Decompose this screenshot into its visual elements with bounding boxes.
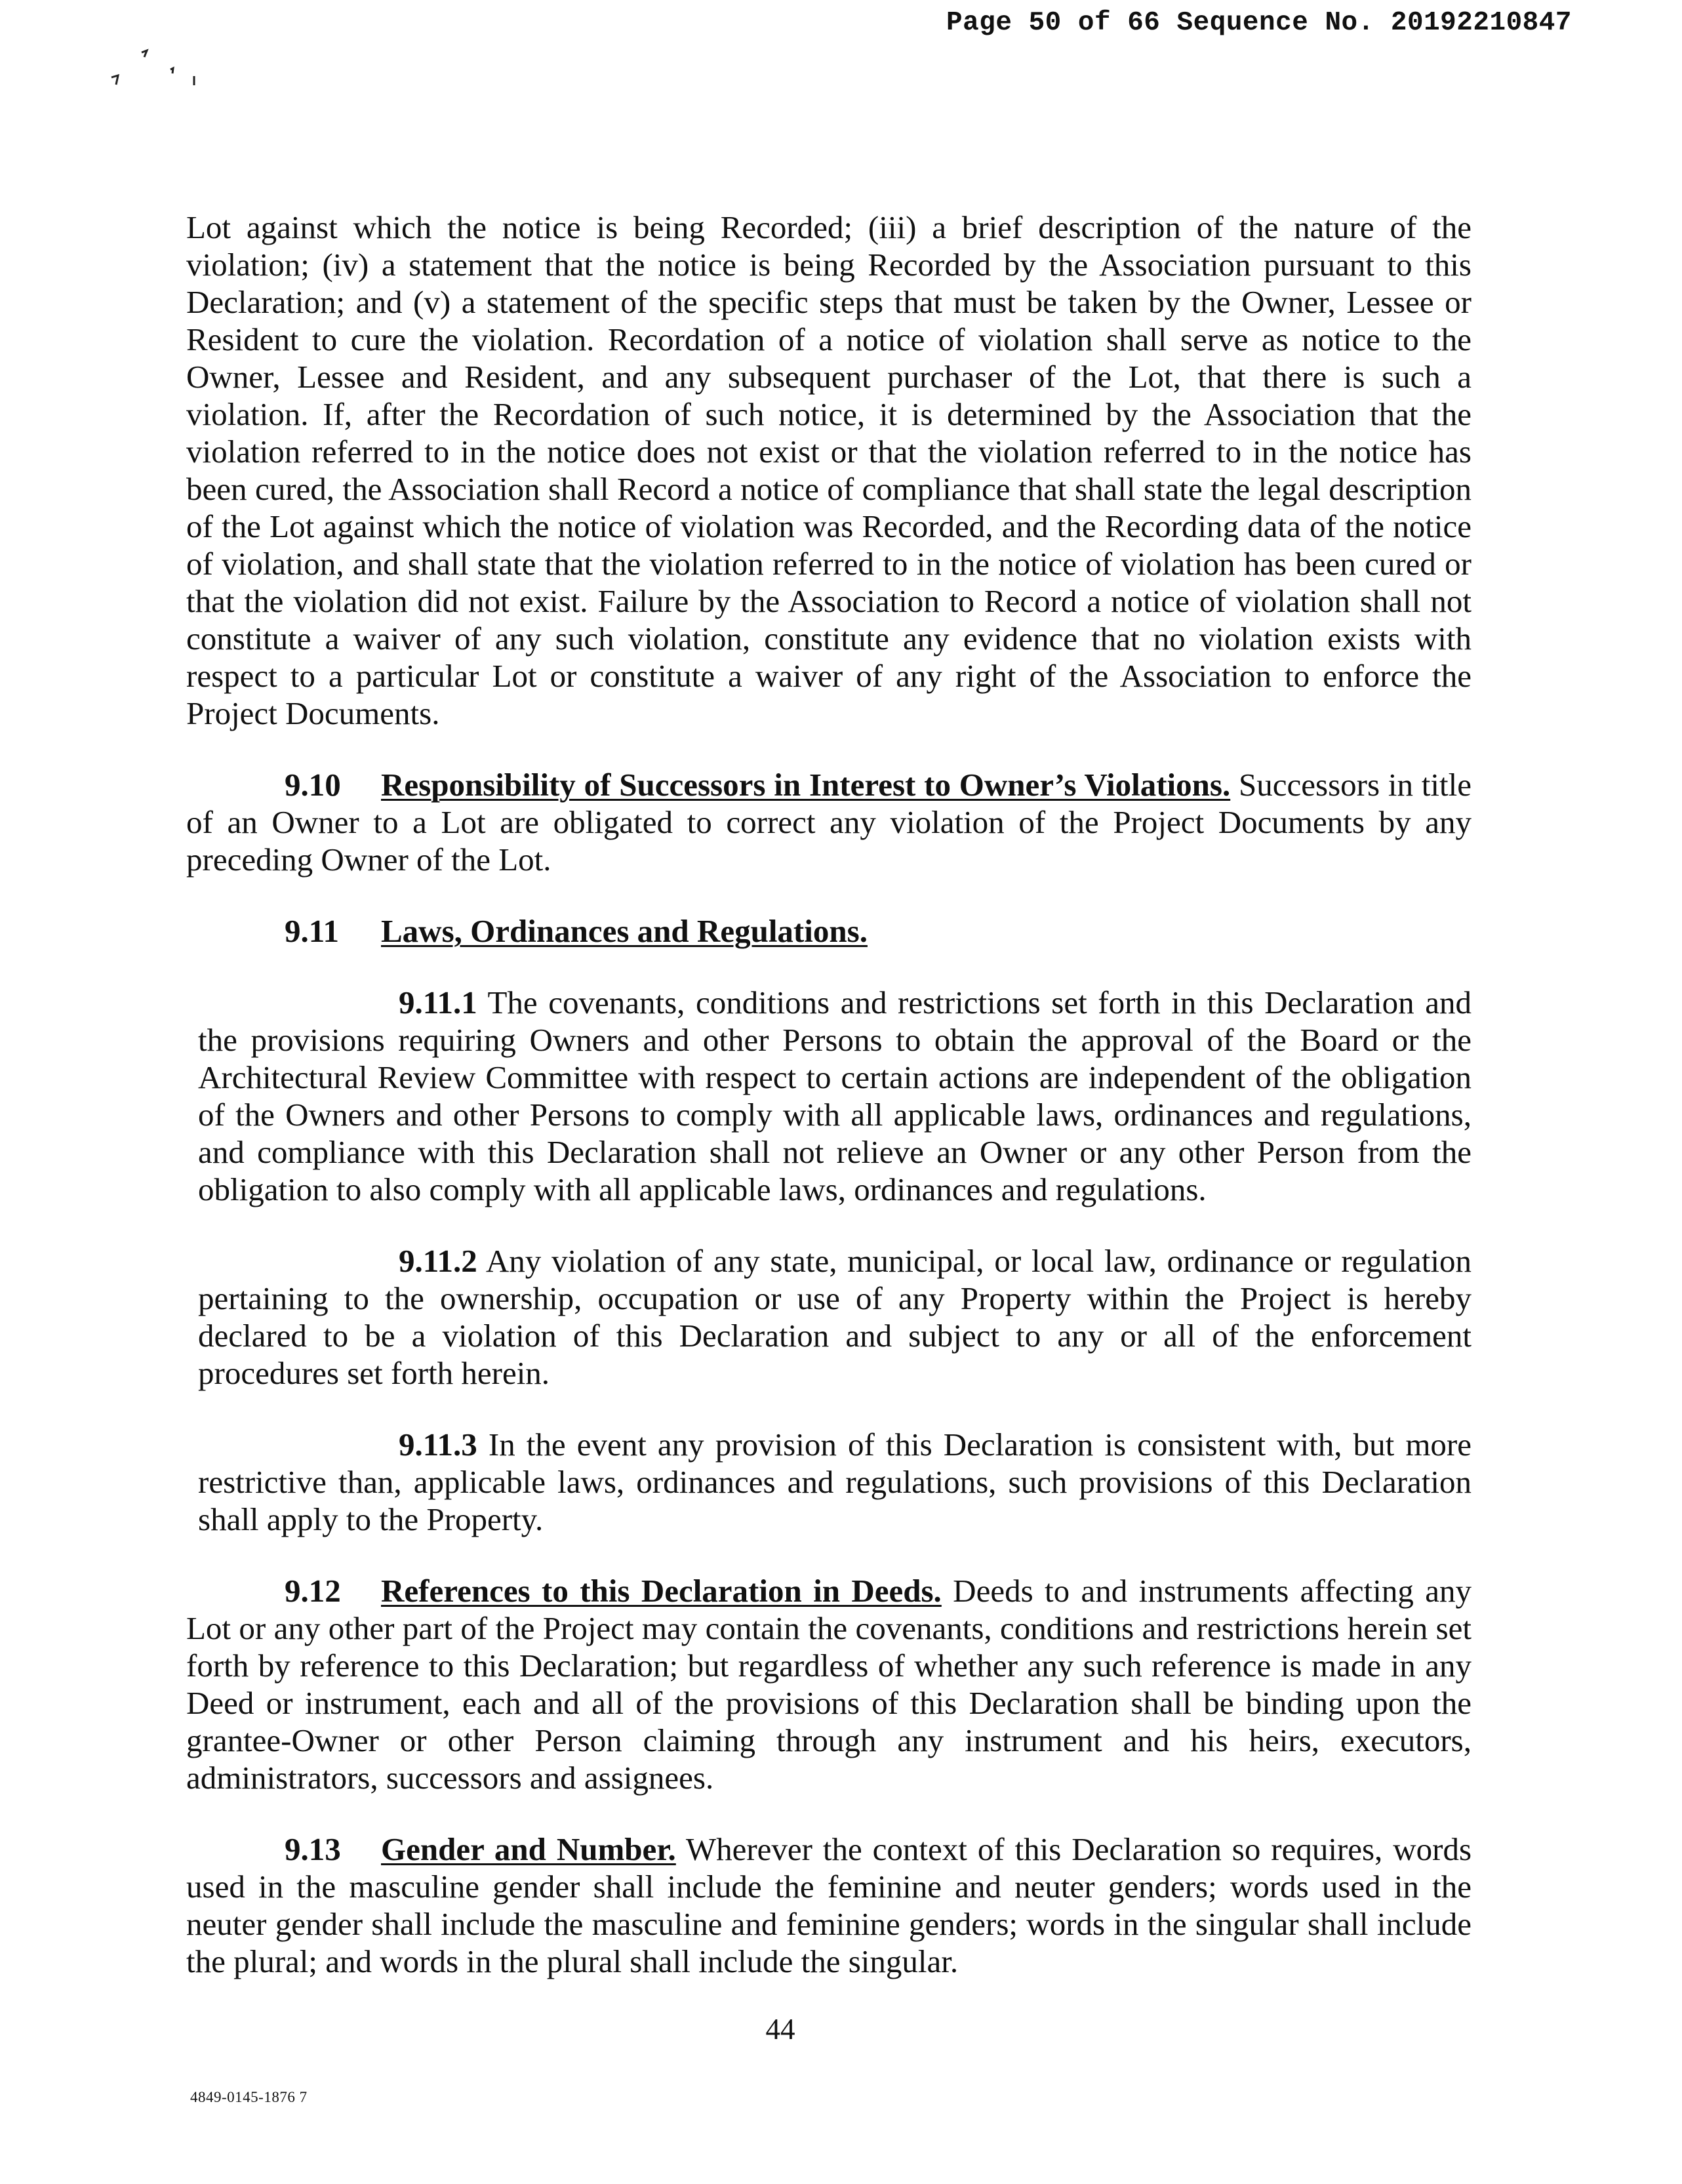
subsection-text: The covenants, conditions and restrictions set forth in this Declaration and the provisions requiring Owners and other Persons to obtain the approval of the Board or the Architectural Review Committee with respect to certain actions are independent of the obligation of the Owners and other Persons to comply with all applicable laws, ordinances and regulations, and compliance with this Declaration shall not relieve an Owner or any other Person from the obligation to also comply with all applicable laws, ordinances and regulations.: [198, 984, 1472, 1207]
section-title: Laws, Ordinances and Regulations.: [381, 913, 868, 949]
section-text: Deeds to and instruments affecting any Lot or any other part of the Project may contain the covenants, conditions and restrictions herein set forth by reference to this Declaration; but regardless of whether any such reference is made in any Deed or instrument, each and all of the provisions of this Declaration shall be binding upon the grantee-Owner or other Person claiming through any instrument and his heirs, executors, administrators, successors and assignees.: [186, 1573, 1472, 1796]
section-9-12: [186, 1572, 1472, 1796]
subsection-9-11-2: [186, 1242, 1472, 1392]
section-text: Successors in title of an Owner to a Lot are obligated to correct any violation of the Project Documents by any preceding Owner of the Lot.: [186, 767, 1472, 878]
section-title: References to this Declaration in Deeds.: [381, 1573, 942, 1609]
document-id: 4849-0145-1876 7: [190, 2089, 308, 2105]
subsection-text: In the event any provision of this Declaration is consistent with, but more restrictive than, applicable laws, ordinances and regulations, such provisions of this Declaration shall apply to the Property.: [198, 1426, 1472, 1537]
scan-marks: [110, 45, 215, 97]
subsection-9-11-3: [186, 1426, 1472, 1538]
scan-mark-3: [170, 68, 173, 73]
document-body: [186, 209, 1472, 1980]
section-title: Responsibility of Successors in Interest to Owner’s Violations.: [381, 767, 1231, 803]
section-9-11: [186, 912, 1472, 950]
scan-mark-1: [142, 51, 147, 57]
page-number: 44: [765, 2013, 795, 2046]
section-number: 9.11: [285, 913, 340, 949]
section-9-10: [186, 766, 1472, 878]
subsection-9-11-1: [186, 984, 1472, 1208]
scan-mark-2: [111, 75, 118, 85]
subsection-number: 9.11.3: [399, 1426, 477, 1463]
subsection-number: 9.11.2: [399, 1243, 477, 1279]
section-9-13: [186, 1830, 1472, 1980]
page-sequence-stamp: Page 50 of 66 Sequence No. 20192210847: [946, 8, 1572, 38]
section-number: 9.10: [285, 767, 341, 803]
paragraph-continuation: Lot against which the notice is being Recorded; (iii) a brief description of the nature of the violation; (iv) a statement that the notice is being Recorded by the Association pursuant to this Declaration; and (v) a statement of the specific steps that must be taken by the Owner, Lessee or Resident to cure the violation. Recordation of a notice of violation shall serve as notice to the Owner, Lessee and Resident, and any subsequent purchaser of the Lot, that there is such a violation. If, after the Recordation of such notice, it is determined by the Association that the violation referred to in the notice does not exist or that the violation referred to in the notice has been cured, the Association shall Record a notice of compliance that shall state the legal description of the Lot against which the notice of violation was Recorded, and the Recording data of the notice of violation, and shall state that the violation referred to in the notice of violation has been cured or that the violation did not exist. Failure by the Association to Record a notice of violation shall not constitute a waiver of any such violation, constitute any evidence that no violation exists with respect to a particular Lot or constitute a waiver of any right of the Association to enforce the Project Documents.: [186, 209, 1472, 731]
subsection-text: Any violation of any state, municipal, or local law, ordinance or regulation pertaining to the ownership, occupation or use of any Property within the Project is hereby declared to be a violation of this Declaration and subject to any or all of the enforcement procedures set forth herein.: [198, 1243, 1472, 1391]
subsection-number: 9.11.1: [399, 984, 477, 1021]
section-number: 9.12: [285, 1573, 341, 1609]
section-number: 9.13: [285, 1831, 341, 1867]
section-text: Wherever the context of this Declaration so requires, words used in the masculine gender shall include the feminine and neuter genders; words used in the neuter gender shall include the masculine and feminine genders; words in the singular shall include the plural; and words in the plural shall include the singular.: [186, 1831, 1472, 1979]
section-title: Gender and Number.: [381, 1831, 676, 1867]
